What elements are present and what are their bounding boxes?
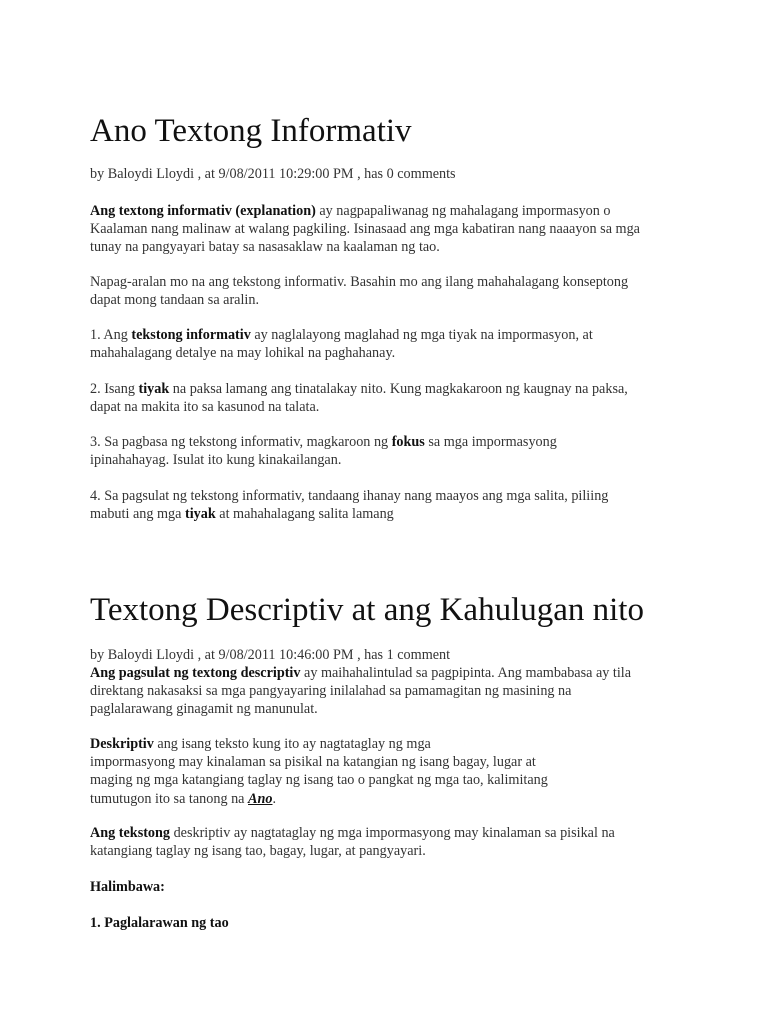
item3-post: sa mga impormasyong (424, 434, 557, 450)
intro-text-1: ay nagpapaliwanag ng mahalagang impormasyon o (315, 203, 611, 219)
tekstong-text-1: deskriptiv ay nagtataglay ng mga impormasyong may kinalaman sa pisikal na (170, 825, 615, 841)
napag-line-2: dapat mong tandaan sa aralin. (90, 292, 260, 309)
list-item-1 (90, 326, 690, 362)
paglalarawan-label: 1. Paglalarawan ng tao (90, 915, 229, 931)
post-title-2: Textong Descriptiv at ang Kahulugan nito (90, 592, 644, 628)
item4-line-1: 4. Sa pagsulat ng tekstong informativ, tandaang ihanay nang maayos ang mga salita, piliing (90, 488, 609, 504)
tekstong-bold: Ang tekstong (90, 825, 171, 841)
list-item-2 (90, 380, 690, 416)
deskriptiv-paragraph (90, 735, 690, 808)
deskriptiv-line-3: maging ng mga katangiang taglay ng isang tao o pangkat ng mga tao, kalimitang (90, 772, 548, 789)
napag-paragraph (90, 273, 690, 309)
item3-pre: 3. Sa pagbasa ng tekstong informativ, magkaroon ng (90, 434, 392, 450)
intro-bold-1: Ang textong informativ (explanation) (90, 203, 316, 219)
deskriptiv-bold: Deskriptiv (90, 736, 154, 752)
deskriptiv-end: . (272, 790, 277, 807)
tekstong-line-2: katangiang taglay ng isang tao, bagay, lugar, at pangyayari. (90, 843, 426, 860)
item3-line-2: ipinahahayag. Isulat ito kung kinakailangan. (90, 452, 342, 469)
item2-post: na paksa lamang ang tinatalakay nito. Kung magkakaroon ng kaugnay na paksa, (169, 381, 628, 397)
post-title-1: Ano Textong Informativ (90, 113, 412, 149)
deskriptiv-line-4: tumutugon ito sa tanong na (90, 790, 249, 807)
list-item-4 (90, 487, 690, 523)
item2-line-2: dapat na makita ito sa kasunod na talata. (90, 399, 320, 416)
item4-post: at mahahalagang salita lamang (215, 506, 394, 523)
item1-post: ay naglalayong maglahad ng mga tiyak na impormasyon, at (250, 327, 593, 343)
item1-pre: 1. Ang (90, 327, 132, 343)
item4-pre: mabuti ang mga (90, 506, 185, 523)
deskriptiv-text-1: ang isang teksto kung ito ay nagtataglay ng mga (153, 736, 431, 752)
napag-line-1: Napag-aralan mo na ang tekstong informativ. Basahin mo ang ilang mahahalagang konseptong (90, 274, 629, 290)
intro-paragraph-2 (90, 664, 690, 719)
intro-paragraph-1 (90, 202, 690, 257)
item1-bold: tekstong informativ (131, 327, 251, 343)
list-item-3 (90, 433, 690, 469)
intro2-bold: Ang pagsulat ng textong descriptiv (90, 665, 301, 681)
halimbawa-label: Halimbawa: (90, 879, 165, 895)
intro-line-3: tunay na pangyayari batay sa nasasaklaw na kaalaman ng tao. (90, 239, 440, 256)
item4-bold: tiyak (184, 506, 216, 523)
paglalarawan-heading (90, 914, 690, 932)
tekstong-paragraph (90, 824, 690, 860)
item2-bold: tiyak (138, 381, 170, 397)
deskriptiv-line-2: impormasyong may kinalaman sa pisikal na katangian ng isang bagay, lugar at (90, 754, 536, 771)
intro2-line-2: direktang nakasaksi sa mga pangyayaring inilalahad sa pamamagitan ng masining na (90, 683, 572, 700)
intro2-line-3: paglalarawang ginagamit ng manunulat. (90, 701, 318, 718)
item2-pre: 2. Isang (90, 381, 139, 397)
ano-link[interactable]: Ano (248, 790, 273, 807)
post-meta-2: by Baloydi Lloydi , at 9/08/2011 10:46:00 PM , has 1 comment (90, 647, 451, 663)
item3-bold: fokus (391, 434, 425, 450)
item1-line-2: mahahalagang detalye na may lohikal na paghahanay. (90, 345, 396, 362)
post-meta-1: by Baloydi Lloydi , at 9/08/2011 10:29:00 PM , has 0 comments (90, 166, 456, 182)
intro-line-2: Kaalaman nang malinaw at walang pagkiling. Isinasaad ang mga kabatiran nang naaayon sa mga (90, 221, 640, 238)
halimbawa-heading (90, 878, 690, 896)
intro2-text-1: ay maihahalintulad sa pagpipinta. Ang mambabasa ay tila (300, 665, 632, 681)
